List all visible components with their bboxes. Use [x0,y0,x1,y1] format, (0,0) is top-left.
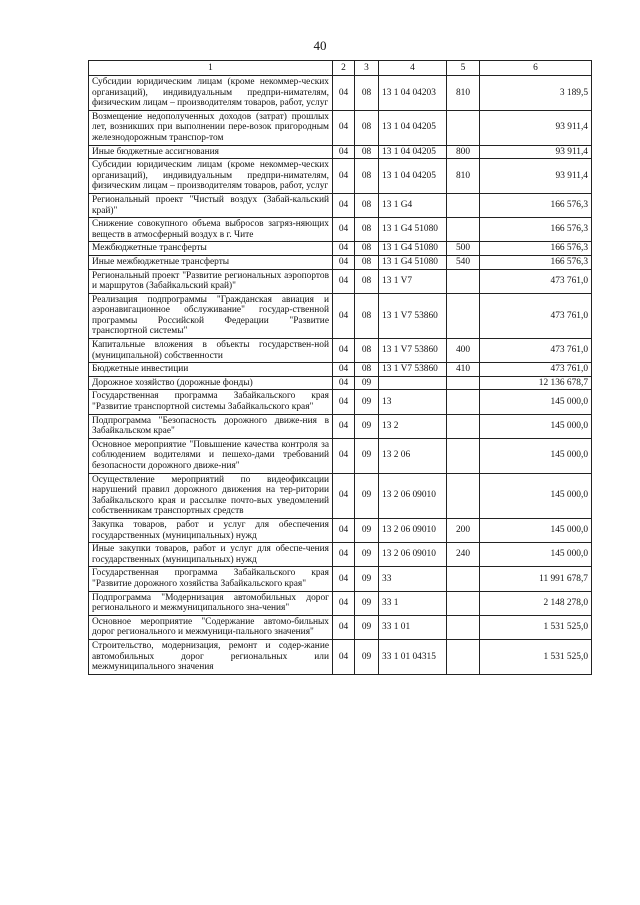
subsection-code: 09 [355,414,379,438]
target-article-code: 13 2 [379,414,447,438]
subsection-code: 08 [355,363,379,377]
subsection-code: 09 [355,390,379,414]
section-code: 04 [333,414,355,438]
table-row [89,615,592,639]
section-code: 04 [333,543,355,567]
amount: 93 911,4 [480,159,592,194]
table-row [89,518,592,542]
expense-type-code [447,615,480,639]
section-code: 04 [333,591,355,615]
section-code: 04 [333,363,355,377]
row-name: Капитальные вложения в объекты государствен-ной (муниципальной) собственности [89,339,333,363]
table-row [89,639,592,674]
expense-type-code [447,390,480,414]
row-name: Строительство, модернизация, ремонт и содер-жание автомобильных дорог региональных или межмуниципального значения [89,639,333,674]
amount: 1 531 525,0 [480,639,592,674]
amount: 473 761,0 [480,363,592,377]
subsection-code: 09 [355,473,379,518]
table-row [89,145,592,159]
table-row [89,339,592,363]
column-header: 5 [447,61,480,76]
table-row [89,363,592,377]
table-row [89,567,592,591]
row-name: Субсидии юридическим лицам (кроме некоммер-ческих организаций), индивидуальным предпри-нимателям, физическим лицам – производителям товаров, работ, услуг [89,159,333,194]
section-code: 04 [333,376,355,390]
section-code: 04 [333,145,355,159]
subsection-code: 08 [355,159,379,194]
row-name: Снижение совокупного объема выбросов загряз-няющих веществ в атмосферный воздух в г. Чите [89,218,333,242]
target-article-code: 13 1 04 04205 [379,110,447,145]
subsection-code: 08 [355,269,379,293]
row-name: Основное мероприятие "Повышение качества контроля за соблюдением водителями и пешехо-дами требований безопасности дорожного движе-ния" [89,438,333,473]
subsection-code: 08 [355,145,379,159]
subsection-code: 09 [355,376,379,390]
section-code: 04 [333,615,355,639]
target-article-code: 33 1 01 [379,615,447,639]
subsection-code: 09 [355,615,379,639]
expense-type-code [447,376,480,390]
table-row [89,110,592,145]
section-code: 04 [333,110,355,145]
table-row [89,438,592,473]
target-article-code: 33 [379,567,447,591]
expense-type-code [447,414,480,438]
target-article-code: 13 2 06 [379,438,447,473]
subsection-code: 08 [355,76,379,111]
row-name: Осуществление мероприятий по видеофиксации нарушений правил дорожного движения на тер-ритории Забайкальского края и рассылке почто-вых уведомлений собственникам транспортных средств [89,473,333,518]
expense-type-code: 410 [447,363,480,377]
expense-type-code [447,473,480,518]
section-code: 04 [333,567,355,591]
subsection-code: 09 [355,543,379,567]
table-row [89,591,592,615]
target-article-code: 13 2 06 09010 [379,543,447,567]
expense-type-code: 400 [447,339,480,363]
amount: 166 576,3 [480,255,592,269]
table-row [89,414,592,438]
subsection-code: 08 [355,193,379,217]
expense-type-code [447,269,480,293]
table-row [89,543,592,567]
table-row [89,293,592,338]
target-article-code: 13 1 G4 51080 [379,255,447,269]
expense-type-code: 810 [447,159,480,194]
row-name: Бюджетные инвестиции [89,363,333,377]
amount: 145 000,0 [480,438,592,473]
target-article-code: 13 1 V7 53860 [379,339,447,363]
row-name: Межбюджетные трансферты [89,242,333,256]
column-header: 2 [333,61,355,76]
amount: 145 000,0 [480,543,592,567]
table-row [89,376,592,390]
section-code: 04 [333,339,355,363]
section-code: 04 [333,269,355,293]
page-number: 40 [313,38,327,53]
section-code: 04 [333,159,355,194]
row-name: Подпрограмма "Модернизация автомобильных дорог регионального и межмуниципального зна-чения" [89,591,333,615]
target-article-code: 13 1 V7 53860 [379,293,447,338]
subsection-code: 08 [355,242,379,256]
expense-type-code: 200 [447,518,480,542]
subsection-code: 09 [355,518,379,542]
amount: 3 189,5 [480,76,592,111]
subsection-code: 08 [355,218,379,242]
subsection-code: 08 [355,293,379,338]
expense-type-code [447,193,480,217]
target-article-code: 13 1 04 04203 [379,76,447,111]
subsection-code: 08 [355,110,379,145]
amount: 473 761,0 [480,339,592,363]
subsection-code: 09 [355,567,379,591]
amount: 166 576,3 [480,193,592,217]
expense-type-code: 810 [447,76,480,111]
target-article-code: 13 1 04 04205 [379,159,447,194]
section-code: 04 [333,76,355,111]
table-row [89,473,592,518]
subsection-code: 08 [355,339,379,363]
expense-type-code: 540 [447,255,480,269]
amount: 145 000,0 [480,473,592,518]
expense-type-code [447,438,480,473]
amount: 12 136 678,7 [480,376,592,390]
section-code: 04 [333,293,355,338]
column-header: 6 [480,61,592,76]
expense-type-code: 240 [447,543,480,567]
row-name: Возмещение недополученных доходов (затрат) прошлых лет, возникших при выполнении пере-возок пригородным железнодорожным транспор-том [89,110,333,145]
row-name: Иные закупки товаров, работ и услуг для обеспе-чения государственных (муниципальных) нужд [89,543,333,567]
amount: 145 000,0 [480,518,592,542]
expense-type-code: 500 [447,242,480,256]
target-article-code: 33 1 [379,591,447,615]
target-article-code: 13 2 06 09010 [379,473,447,518]
row-name: Подпрограмма "Безопасность дорожного движе-ния в Забайкальском крае" [89,414,333,438]
target-article-code: 13 2 06 09010 [379,518,447,542]
subsection-code: 08 [355,255,379,269]
expense-type-code [447,218,480,242]
target-article-code: 13 [379,390,447,414]
table-row [89,218,592,242]
column-header: 4 [379,61,447,76]
subsection-code: 09 [355,438,379,473]
table-row [89,193,592,217]
section-code: 04 [333,639,355,674]
target-article-code: 13 1 V7 [379,269,447,293]
expense-type-code [447,639,480,674]
section-code: 04 [333,218,355,242]
table-row [89,159,592,194]
amount: 93 911,4 [480,145,592,159]
target-article-code: 13 1 V7 53860 [379,363,447,377]
target-article-code: 13 1 G4 [379,193,447,217]
subsection-code: 09 [355,591,379,615]
amount: 473 761,0 [480,269,592,293]
section-code: 04 [333,242,355,256]
row-name: Основное мероприятие "Содержание автомо-бильных дорог регионального и межмуници-пального значения" [89,615,333,639]
header-row [89,61,592,76]
section-code: 04 [333,518,355,542]
row-name: Иные бюджетные ассигнования [89,145,333,159]
column-header: 1 [89,61,333,76]
table-row [89,255,592,269]
target-article-code: 13 1 G4 51080 [379,242,447,256]
row-name: Закупка товаров, работ и услуг для обеспечения государственных (муниципальных) нужд [89,518,333,542]
amount: 145 000,0 [480,414,592,438]
section-code: 04 [333,255,355,269]
row-name: Государственная программа Забайкальского края "Развитие дорожного хозяйства Забайкальского края" [89,567,333,591]
column-header: 3 [355,61,379,76]
amount: 166 576,3 [480,218,592,242]
expense-type-code [447,567,480,591]
amount: 93 911,4 [480,110,592,145]
row-name: Реализация подпрограммы "Гражданская авиация и аэронавигационное обслуживание" государ-ственной программы Российской Федерации "Развитие транспортной системы" [89,293,333,338]
expense-type-code [447,591,480,615]
subsection-code: 09 [355,639,379,674]
row-name: Субсидии юридическим лицам (кроме некоммер-ческих организаций), индивидуальным предпри-нимателям, физическим лицам – производителям товаров, работ, услуг [89,76,333,111]
amount: 145 000,0 [480,390,592,414]
table-row [89,76,592,111]
table-row [89,390,592,414]
section-code: 04 [333,438,355,473]
table-row [89,242,592,256]
amount: 473 761,0 [480,293,592,338]
amount: 2 148 278,0 [480,591,592,615]
expense-type-code [447,293,480,338]
row-name: Региональный проект "Чистый воздух (Забай-кальский край)" [89,193,333,217]
section-code: 04 [333,473,355,518]
row-name: Дорожное хозяйство (дорожные фонды) [89,376,333,390]
amount: 11 991 678,7 [480,567,592,591]
section-code: 04 [333,193,355,217]
row-name: Государственная программа Забайкальского края "Развитие транспортной системы Забайкальского края" [89,390,333,414]
expense-type-code: 800 [447,145,480,159]
budget-table [88,60,592,675]
target-article-code: 33 1 01 04315 [379,639,447,674]
target-article-code: 13 1 04 04205 [379,145,447,159]
target-article-code: 13 1 G4 51080 [379,218,447,242]
section-code: 04 [333,390,355,414]
table-row [89,269,592,293]
amount: 1 531 525,0 [480,615,592,639]
row-name: Региональный проект "Развитие региональных аэропортов и маршрутов (Забайкальский край)" [89,269,333,293]
expense-type-code [447,110,480,145]
amount: 166 576,3 [480,242,592,256]
target-article-code [379,376,447,390]
row-name: Иные межбюджетные трансферты [89,255,333,269]
